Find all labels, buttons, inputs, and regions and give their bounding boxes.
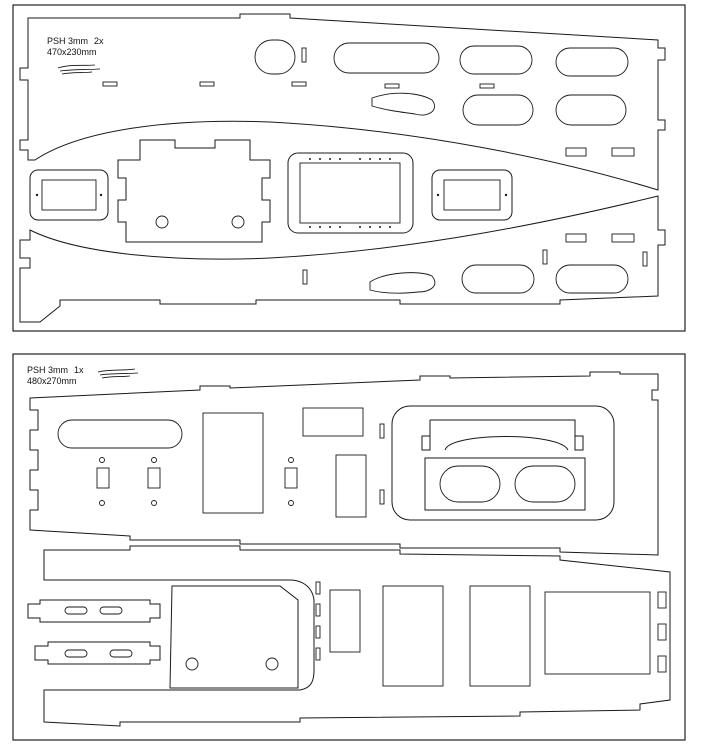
slot bbox=[97, 468, 109, 488]
sheet-1 bbox=[13, 5, 685, 331]
strip-part bbox=[35, 642, 160, 664]
former-plate bbox=[118, 140, 270, 242]
slot bbox=[103, 82, 117, 86]
sheet-2-frame bbox=[13, 354, 685, 740]
servo-frame-center bbox=[288, 153, 413, 233]
upper-oval-hole bbox=[255, 40, 295, 74]
slot bbox=[658, 656, 666, 672]
mount-hole bbox=[156, 216, 168, 228]
sheet-1-size: 470x230mm bbox=[47, 47, 97, 57]
slot bbox=[285, 468, 297, 488]
sheet-2 bbox=[13, 354, 685, 740]
slot bbox=[200, 82, 214, 86]
upper-oval-hole bbox=[556, 95, 626, 125]
slot bbox=[543, 250, 547, 264]
upper-side-panel bbox=[20, 14, 665, 190]
servo-cutout bbox=[470, 586, 530, 686]
mount-hole bbox=[266, 658, 278, 670]
motor-mount-plate bbox=[170, 586, 298, 688]
slot bbox=[480, 84, 494, 88]
oval-hole bbox=[440, 466, 500, 502]
upper-bottom-plate bbox=[30, 372, 658, 555]
slot bbox=[643, 252, 647, 266]
strip-part bbox=[28, 600, 160, 622]
slot bbox=[380, 424, 384, 438]
slot bbox=[566, 148, 586, 156]
sheet-2-material-quantity: PSH 3mm 1x bbox=[27, 365, 84, 375]
slot bbox=[148, 468, 160, 488]
servo-cutout bbox=[203, 413, 263, 513]
slot bbox=[302, 48, 306, 62]
servo-cutout bbox=[383, 586, 443, 686]
slot bbox=[380, 490, 384, 504]
lower-teardrop-hole bbox=[370, 273, 435, 294]
mount-hole bbox=[186, 658, 198, 670]
sheet-1-material-quantity: PSH 3mm 2x bbox=[47, 36, 104, 46]
mount-dots bbox=[309, 158, 391, 228]
lower-oval-hole bbox=[462, 265, 534, 293]
servo-cutout bbox=[300, 163, 400, 223]
slot bbox=[385, 84, 399, 88]
oval-hole bbox=[515, 466, 575, 502]
slot bbox=[612, 234, 634, 242]
servo-cutout bbox=[444, 180, 500, 210]
lower-floor-plate bbox=[44, 546, 670, 726]
hatch-lower bbox=[425, 458, 585, 510]
upper-oval-hole bbox=[556, 48, 628, 76]
slot bbox=[566, 234, 586, 242]
slot bbox=[316, 648, 320, 660]
servo-cutout bbox=[330, 590, 360, 652]
upper-teardrop-hole bbox=[372, 93, 435, 115]
signature-scribble bbox=[98, 369, 138, 378]
sheet-1-frame bbox=[13, 5, 685, 331]
servo-cutout bbox=[336, 455, 366, 517]
slot bbox=[292, 82, 306, 86]
upper-long-oval-hole bbox=[334, 43, 439, 73]
lower-side-panel bbox=[20, 196, 665, 322]
mount-hole bbox=[232, 216, 244, 228]
long-oval-hole bbox=[58, 420, 182, 448]
servo-cutout bbox=[42, 180, 96, 210]
hatch-arch bbox=[445, 437, 568, 451]
upper-oval-hole bbox=[463, 95, 533, 125]
sheet-2-size: 480x270mm bbox=[27, 376, 77, 386]
slot bbox=[316, 626, 320, 638]
slot bbox=[316, 582, 320, 594]
slot bbox=[316, 604, 320, 616]
signature-scribble bbox=[58, 65, 100, 74]
slot bbox=[658, 592, 666, 608]
slot bbox=[658, 624, 666, 640]
servo-cutout bbox=[303, 408, 363, 436]
lower-oval-hole bbox=[556, 265, 628, 293]
battery-cutout bbox=[545, 592, 650, 674]
upper-oval-hole bbox=[460, 46, 532, 74]
slot bbox=[612, 148, 634, 156]
slot bbox=[303, 270, 307, 284]
hatch-part bbox=[422, 420, 583, 450]
